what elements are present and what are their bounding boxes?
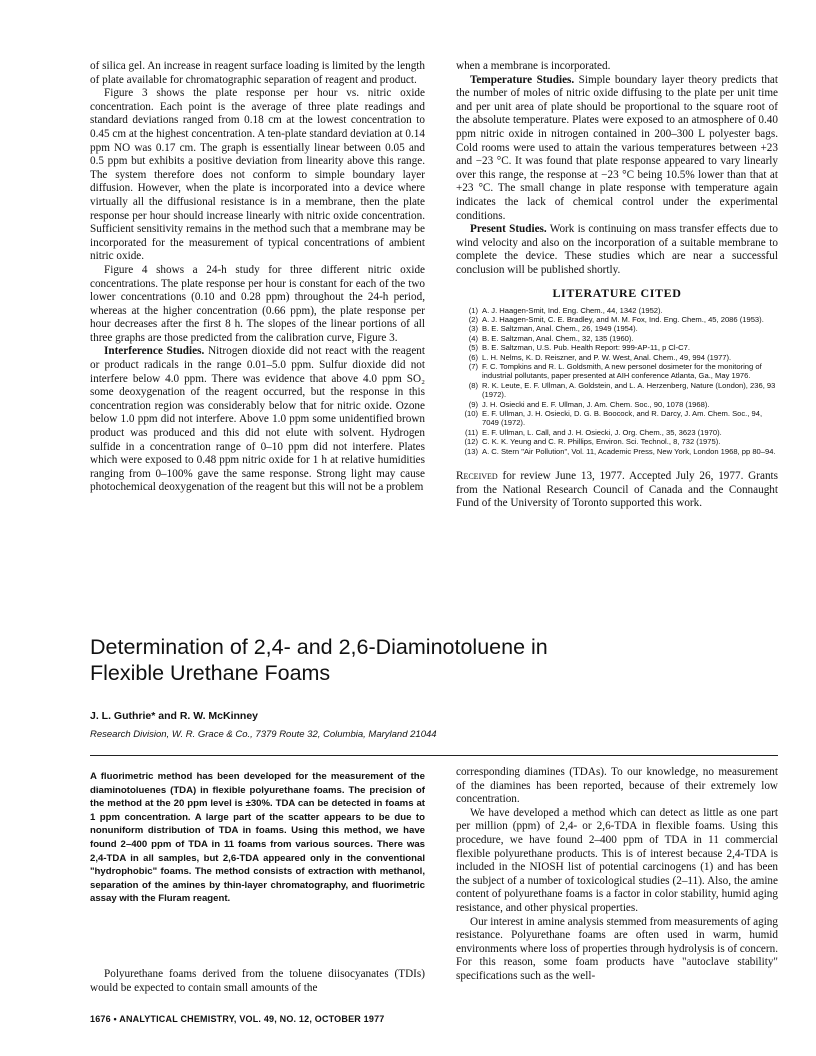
reference-text: B. E. Saltzman, U.S. Pub. Health Report: 999-AP-11, p Cl-C7. — [482, 343, 690, 353]
reference-text: R. K. Leute, E. F. Ullman, A. Goldstein, and L. A. Herzenberg, Nature (London), 236, 93 (1972). — [482, 380, 776, 400]
section-heading-present: Present Studies. — [470, 223, 547, 236]
reference-number: (3) — [468, 324, 478, 334]
reference-item — [456, 381, 778, 400]
reference-item — [456, 437, 778, 446]
paragraph-text: Simple boundary layer theory predicts that the number of moles of nitric oxide diffusing to the plate per unit time and per unit area of plate should be proportional to the square root of the absolute temperature. Plates were exposed to an atmosphere of 0.40 ppm nitric oxide in nitrogen contained in 200–300 L polyester bags. Cold rooms were used to attain the various temperatures between +23 and −23 °C. It was found that plate response appeared to vary linearly over this range, the response at −23 °C being 10.5% lower than that at +23 °C. The small change in plate response with temperature again indicates the lack of chemical control under the experimental conditions. — [456, 73, 778, 222]
paragraph: Figure 3 shows the plate response per hour vs. nitric oxide concentration. Each point is the average of three plate readings and standard deviations ranged from 0.18 cm at the lowest concentration to 0.45 cm at the highest concentration. A ten-plate standard deviation at 0.14 ppm NO was 0.17 cm. The graph is essentially linear between 0.05 and 0.5 ppm but exhibits a positive deviation from linearity above this range. The system therefore does not conform to simple boundary layer diffusion. However, when the plate is incorporated into a device where virtually all the diffusional resistance is in a membrane, then the plate response per hour should increase linearly with nitric oxide concentration. Sufficient sensitivity remains in the method such that a membrane may be incorporated for the measurement of typical concentrations of ambient nitric oxide. — [90, 87, 425, 263]
reference-text: A. C. Stern "Air Pollution", Vol. 11, Academic Press, New York, London 1968, pp 80–94. — [482, 446, 776, 456]
reference-list — [456, 306, 778, 457]
reference-item — [456, 353, 778, 362]
paragraph: Figure 4 shows a 24-h study for three different nitric oxide concentrations. The plate response per hour is constant for each of the two lower concentrations (0.10 and 0.28 ppm) throughout the 24-h period, whereas at the higher concentration (0.66 ppm), the plate response per hour decreases after the first 8 h. The slopes of the linear portions of all three graphs are those predicted from the calibration curve, Figure 3. — [90, 263, 425, 344]
reference-number: (5) — [468, 343, 478, 353]
reference-item — [456, 315, 778, 324]
received-note — [456, 470, 778, 511]
reference-item — [456, 306, 778, 315]
reference-item — [456, 447, 778, 456]
reference-number: (8) — [468, 380, 478, 390]
received-lead: Received — [456, 470, 498, 482]
reference-item — [456, 400, 778, 409]
section-heading-interference: Interference Studies. — [104, 345, 205, 358]
reference-text: J. H. Osiecki and E. F. Ullman, J. Am. Chem. Soc., 90, 1078 (1968). — [482, 399, 710, 409]
paragraph — [90, 345, 425, 495]
article-title-line-2: Flexible Urethane Foams — [90, 661, 331, 685]
paragraph: when a membrane is incorporated. — [456, 60, 611, 72]
reference-number: (9) — [468, 399, 478, 409]
reference-text: L. H. Nelms, K. D. Reiszner, and P. W. West, Anal. Chem., 49, 994 (1977). — [482, 352, 732, 362]
page-footer: 1676 • ANALYTICAL CHEMISTRY, VOL. 49, NO. 12, OCTOBER 1977 — [90, 1014, 385, 1024]
paragraph-text: Work is continuing on mass transfer effects due to wind velocity and also on the incorporation of a suitable membrane to complete the device. These studies which are near a successful conclusion will be published shortly. — [456, 223, 778, 276]
article-abstract: A fluorimetric method has been developed for the measurement of the diaminotoluenes (TDA) in flexible polyurethane foams. The precision of the method at the 20 ppm level is ±30%. TDA can be detected in foams at 1 ppm concentration. A large part of the scatter appears to be due to nonuniform distribution of TDA in foams. Using this method, we have found 2–400 ppm of TDA in 11 foams from various sources. There was 2,4-TDA in all samples, but 2,6-TDA appeared only in the conventional "hydrophobic" foams. The method consists of extraction with methanol, separation of the amines by thin-layer chromatography, and fluorimetric assay with the Fluram reagent. — [90, 771, 425, 905]
reference-item — [456, 362, 778, 381]
reference-number: (6) — [468, 352, 478, 362]
reference-text: F. C. Tompkins and R. L. Goldsmith, A new personel dosimeter for the monitoring of industrial pollutants, paper presented at AIH conference Atlanta, Ga., May 1976. — [482, 361, 762, 381]
literature-cited-heading: LITERATURE CITED — [552, 285, 682, 300]
reference-number: (1) — [468, 305, 478, 315]
paragraph — [456, 74, 778, 224]
reference-item — [456, 428, 778, 437]
reference-number: (4) — [468, 333, 478, 343]
article-affiliation: Research Division, W. R. Grace & Co., 7379 Route 32, Columbia, Maryland 21044 — [90, 729, 437, 740]
section-heading-temperature: Temperature Studies. — [470, 73, 575, 86]
reference-item — [456, 334, 778, 343]
article-title-line-1: Determination of 2,4- and 2,6-Diaminotoluene in — [90, 635, 548, 659]
reference-text: C. K. K. Yeung and C. R. Phillips, Environ. Sci. Technol., 8, 732 (1975). — [482, 437, 721, 447]
reference-text: B. E. Saltzman, Anal. Chem., 32, 135 (1960). — [482, 333, 634, 343]
reference-text: E. F. Ullman, L. Call, and J. H. Osiecki, J. Org. Chem., 35, 3623 (1970). — [482, 427, 722, 437]
reference-item — [456, 324, 778, 333]
reference-text: E. F. Ullman, J. H. Osiecki, D. G. B. Boocock, and R. Darcy, J. Am. Chem. Soc., 94, 7049 (1972). — [482, 408, 763, 428]
intro-right-column — [456, 766, 778, 984]
paragraph: Polyurethane foams derived from the toluene diisocyanates (TDIs) would be expected to contain small amounts of the — [90, 968, 425, 994]
reference-item — [456, 343, 778, 352]
article-title — [90, 634, 790, 686]
reference-text: A. J. Haagen-Smit, C. E. Bradley, and M. M. Fox, Ind. Eng. Chem., 45, 2086 (1953). — [482, 314, 764, 324]
paragraph: Our interest in amine analysis stemmed from measurements of aging resistance. Polyurethane foams are often used in warm, humid environments where loss of properties through hydrolysis is of concern. For this reason, some foam products have "autoclave stability" specifications such as the well- — [456, 915, 778, 982]
reference-text: B. E. Saltzman, Anal. Chem., 26, 1949 (1954). — [482, 324, 638, 334]
intro-left-column — [90, 968, 425, 995]
right-column — [456, 60, 778, 511]
reference-number: (12) — [464, 437, 478, 447]
reference-number: (10) — [464, 408, 478, 418]
reference-number: (7) — [468, 361, 478, 371]
paragraph — [456, 223, 778, 277]
paragraph-text: Nitrogen dioxide did not react with the reagent or product radicals in the range 0.01–5.0 ppm. Sulfur dioxide did not interfere below 4.0 ppm. There was evidence that above 4.0 ppm SO₂ some deoxygenation of the reagent occurred, but the response in this concentration region was considerably below that for nitric oxide. Ozone below 1.0 ppm did not interfere. Above 1.0 ppm some unidentified brown product was produced and this did not elute with solvent. Hydrogen sulfide in a concentration range of 0–10 ppm did not interfere. Plates which were exposed to 0.48 ppm nitric oxide for 1 h at relative humidities ranging from 0–100% gave the same response. Strong light may cause photochemical deoxygenation of the reagent but this will not be a problem — [90, 345, 425, 494]
article-authors: J. L. Guthrie* and R. W. McKinney — [90, 710, 259, 722]
paragraph: We have developed a method which can detect as little as one part per million (ppm) of 2,4- or 2,6-TDA in flexible foams. Using this procedure, we have found 2–400 ppm of TDA in 11 commercial flexible polyurethane products. This is of interest because 2,4-TDA is included in the NIOSH list of potential carcinogens (1) and has been the subject of a number of toxicological studies (2–11). Also, the amine content of polyurethane foams is a factor in color stability, humid aging resistance, and other physical properties. — [456, 806, 778, 914]
reference-text: A. J. Haagen-Smit, Ind. Eng. Chem., 44, 1342 (1952). — [482, 305, 663, 315]
left-column — [90, 60, 425, 495]
header-divider — [90, 755, 778, 756]
reference-number: (13) — [464, 446, 478, 456]
reference-number: (2) — [468, 314, 478, 324]
reference-number: (11) — [465, 427, 478, 437]
paragraph: of silica gel. An increase in reagent surface loading is limited by the length of plate available for chromatographic separation of reagent and product. — [90, 60, 425, 86]
reference-item — [456, 409, 778, 428]
received-text: for review June 13, 1977. Accepted July 26, 1977. Grants from the National Research Council of Canada and the Connaught Fund of the University of Toronto supported this work. — [456, 470, 778, 510]
paragraph: corresponding diamines (TDAs). To our knowledge, no measurement of the diamines has been reported, because of their extremely low concentration. — [456, 766, 778, 806]
